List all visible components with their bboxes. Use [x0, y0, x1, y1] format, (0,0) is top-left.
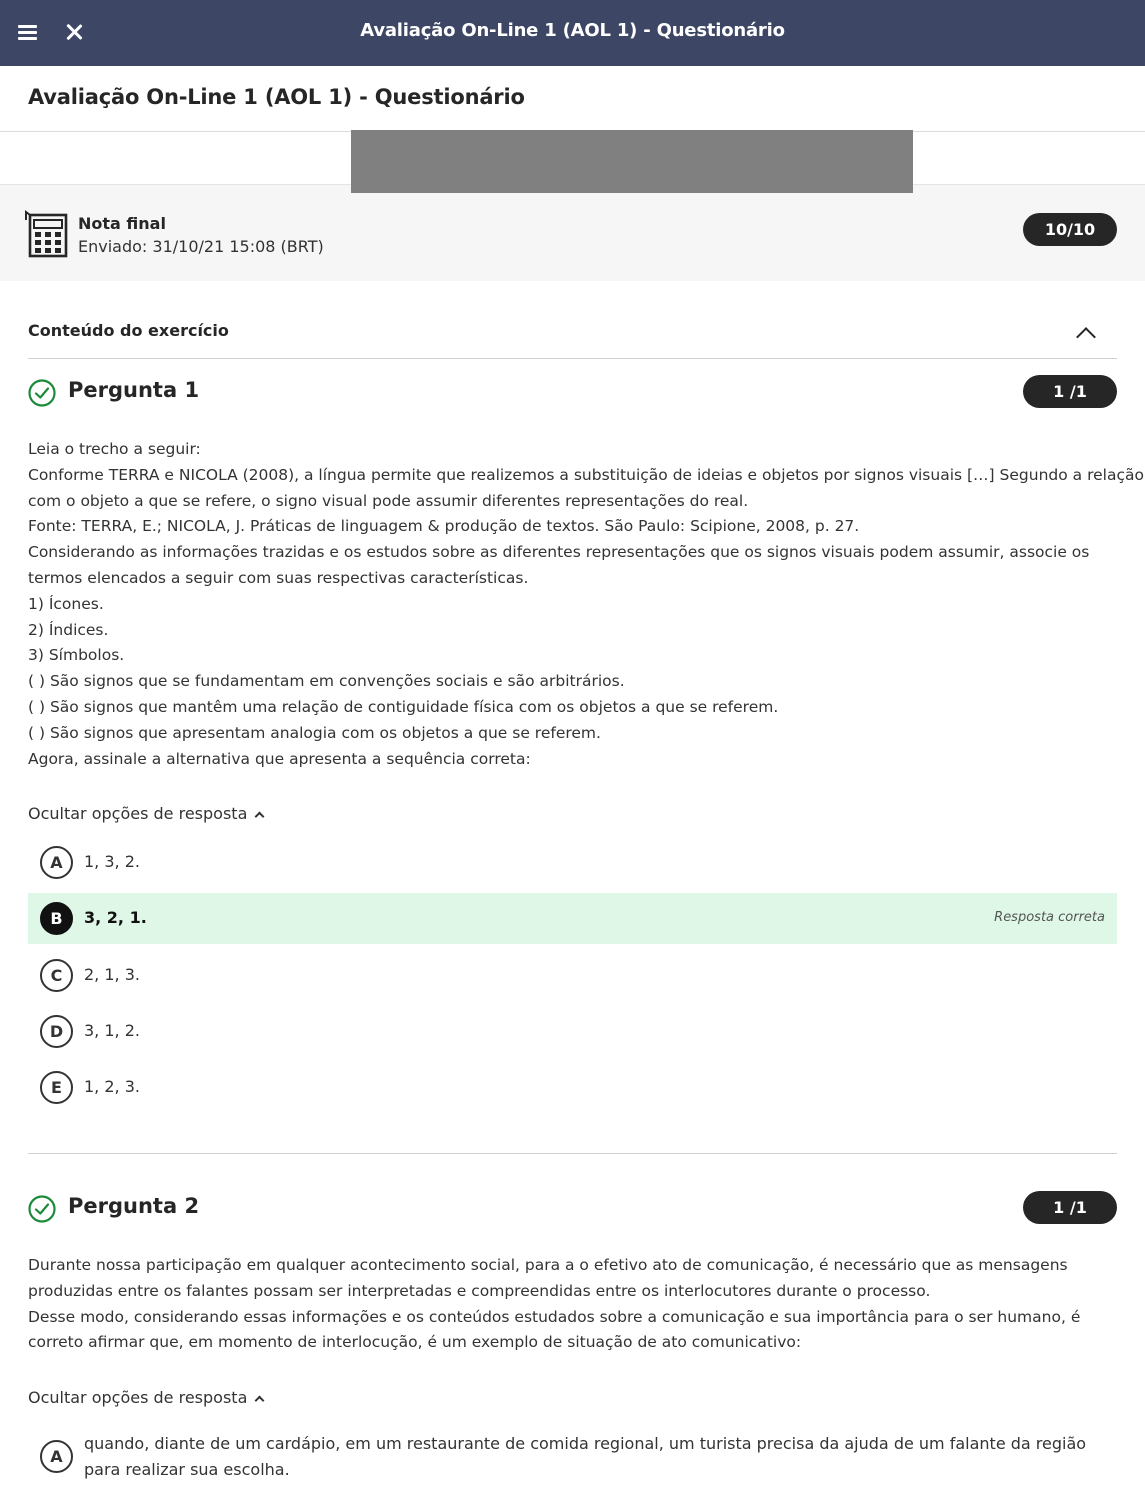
answer-option[interactable] — [28, 1062, 1117, 1113]
question-line: 2) Índices. — [28, 620, 109, 639]
option-letter: A — [40, 846, 73, 879]
question-line: 1) Ícones. — [28, 594, 104, 613]
question-text — [28, 1253, 1118, 1356]
option-letter: A — [40, 1440, 73, 1473]
question-line: com o objeto a que se refere, o signo visual pode assumir diferentes representações do real. — [28, 491, 749, 510]
divider — [28, 1153, 1117, 1154]
option-letter: B — [40, 902, 73, 935]
check-circle-icon — [28, 379, 56, 407]
redacted-block — [351, 130, 913, 193]
calculator-icon — [23, 210, 69, 258]
hide-options-toggle[interactable] — [28, 804, 263, 823]
grade-summary — [0, 184, 1145, 281]
question-line: Conforme TERRA e NICOLA (2008), a língua permite que realizemos a substituição de ideias e objetos por signos visuais […] Segundo a relação — [28, 465, 1144, 484]
question-line: 3) Símbolos. — [28, 646, 125, 665]
option-text: 1, 2, 3. — [84, 1077, 140, 1096]
question-line: Fonte: TERRA, E.; NICOLA, J. Práticas de linguagem & produção de textos. São Paulo: Scipione, 2008, p. 27. — [28, 517, 860, 536]
divider — [28, 358, 1117, 359]
question-score-badge: 1 /1 — [1023, 1191, 1117, 1224]
answer-option[interactable] — [28, 1006, 1117, 1057]
caret-up-icon — [255, 1396, 265, 1406]
question-title: Pergunta 1 — [68, 378, 200, 402]
question-line: Durante nossa participação em qualquer acontecimento social, para a o efetivo ato de comunicação, é necessário que as mensagens — [28, 1256, 1068, 1274]
check-circle-icon — [28, 1195, 56, 1223]
question-line: Considerando as informações trazidas e os estudos sobre as diferentes representações que os signos visuais podem assumir, associe os — [28, 543, 1090, 562]
option-letter: C — [40, 959, 73, 992]
question-line: Desse modo, considerando essas informações e os conteúdos estudados sobre a comunicação e sua importância para o ser humano, é — [28, 1307, 1081, 1326]
question-line: Agora, assinale a alternativa que apresenta a sequência correta: — [28, 749, 531, 768]
question-line: ( ) São signos que mantêm uma relação de contiguidade física com os objetos a que se referem. — [28, 697, 779, 716]
option-text: 3, 2, 1. — [84, 908, 147, 927]
question-line: termos elencados a seguir com suas respectivas características. — [28, 568, 529, 587]
answer-option-correct[interactable] — [28, 893, 1117, 944]
question-line: correto afirmar que, em momento de interlocução, é um exemplo de situação de ato comunicativo: — [28, 1333, 802, 1352]
window-title: Avaliação On-Line 1 (AOL 1) - Questionário — [360, 20, 785, 41]
option-text: 2, 1, 3. — [84, 965, 140, 984]
answer-option[interactable] — [28, 1430, 1117, 1490]
question-line: Leia o trecho a seguir: — [28, 440, 201, 458]
top-bar — [0, 0, 1145, 66]
page-title: Avaliação On-Line 1 (AOL 1) - Questionário — [28, 85, 525, 109]
question-line: ( ) São signos que se fundamentam em convenções sociais e são arbitrários. — [28, 672, 625, 691]
answer-option[interactable] — [28, 950, 1117, 1001]
question-line: produzidas entre os falantes possam ser interpretadas e compreendidas entre os interlocutores durante o processo. — [28, 1281, 931, 1300]
question-score-badge: 1 /1 — [1023, 375, 1117, 408]
toggle-label: Ocultar opções de resposta — [28, 1388, 248, 1407]
hide-options-toggle[interactable] — [28, 1388, 263, 1407]
question-line: ( ) São signos que apresentam analogia com os objetos a que se referem. — [28, 723, 601, 742]
exercise-content-label: Conteúdo do exercício — [28, 321, 229, 340]
question-title: Pergunta 2 — [68, 1194, 200, 1218]
answer-option[interactable] — [28, 837, 1117, 888]
final-score-badge: 10/10 — [1023, 213, 1117, 246]
caret-up-icon — [255, 812, 265, 822]
toggle-label: Ocultar opções de resposta — [28, 804, 248, 823]
question-text — [28, 437, 1144, 772]
option-letter: E — [40, 1071, 73, 1104]
chevron-up-icon[interactable] — [1076, 327, 1096, 347]
grade-label: Nota final — [78, 214, 166, 233]
option-text: 1, 3, 2. — [84, 852, 140, 871]
option-text: quando, diante de um cardápio, em um restaurante de comida regional, um turista precisa da ajuda de um falante da região para realizar sua escolha. — [84, 1434, 1087, 1479]
correct-answer-label: Resposta correta — [994, 910, 1105, 925]
option-text: 3, 1, 2. — [84, 1021, 140, 1040]
submitted-date: Enviado: 31/10/21 15:08 (BRT) — [78, 237, 324, 256]
option-letter: D — [40, 1015, 73, 1048]
